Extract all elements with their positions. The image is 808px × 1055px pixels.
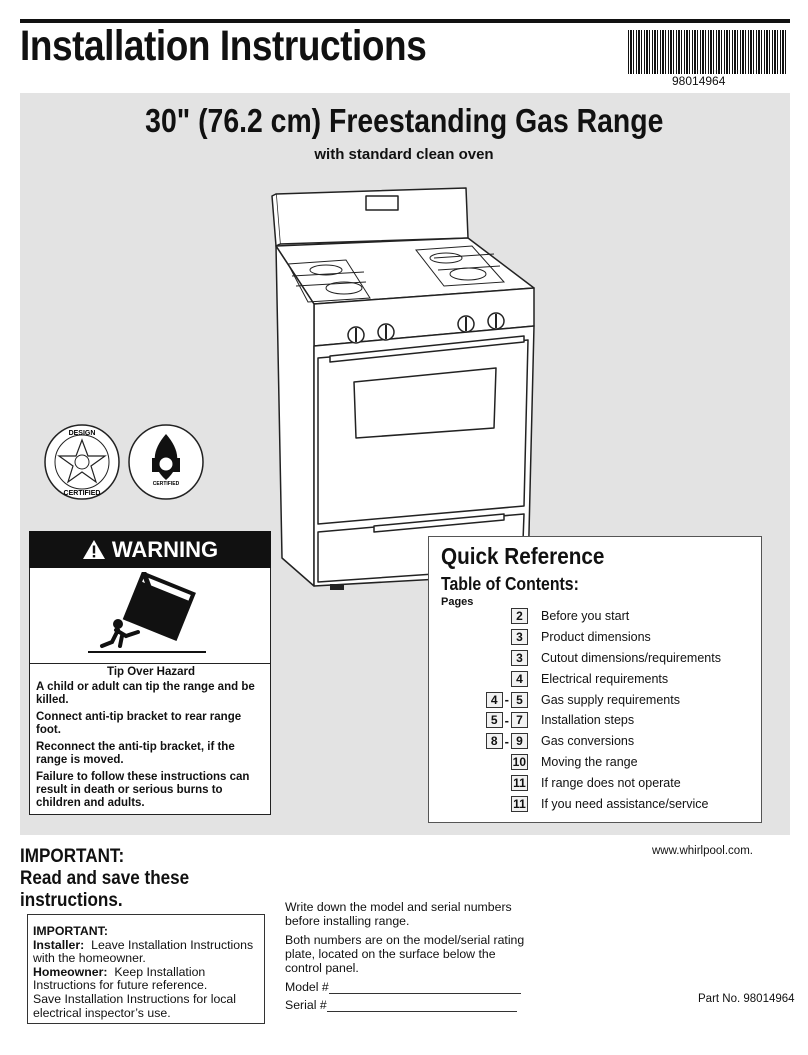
toc-item-label: Cutout dimensions/requirements xyxy=(541,650,721,665)
warning-text xyxy=(36,666,266,814)
page-number: 10 xyxy=(512,754,526,769)
toc-item[interactable] xyxy=(440,710,760,731)
page-number: 11 xyxy=(511,796,528,812)
toc-list xyxy=(440,606,760,814)
page-number: 4 xyxy=(486,692,503,708)
important-text: IMPORTANT: Installer: Leave Installation Instructions with the homeowner. Homeowner: Keep Installation Instructions for future reference. Save Installation Instructions for local electrical inspector’s use. xyxy=(33,925,261,1020)
toc-item-label: If range does not operate xyxy=(541,775,681,790)
toc-item-label: Product dimensions xyxy=(541,630,651,645)
toc-item-label: Installation steps xyxy=(541,713,635,728)
toc-item[interactable] xyxy=(440,772,760,793)
page-range-dash: - xyxy=(504,692,509,708)
warning-heading: WARNING xyxy=(29,531,271,568)
toc-item[interactable] xyxy=(440,668,760,689)
page-number: 2 xyxy=(511,608,528,624)
model-serial-section xyxy=(285,900,530,1016)
page-number: 5 xyxy=(486,712,503,728)
toc-item[interactable] xyxy=(440,627,760,648)
svg-text:DESIGN: DESIGN xyxy=(68,430,96,437)
page-number: 4 xyxy=(511,671,528,687)
page-range-dash: - xyxy=(504,712,509,728)
product-subtitle: with standard clean oven xyxy=(314,146,494,163)
toc-item[interactable] xyxy=(440,606,760,627)
page-number: 8 xyxy=(486,733,503,749)
page-number: 3 xyxy=(511,629,528,645)
barcode-image xyxy=(628,30,788,74)
toc-item[interactable] xyxy=(440,752,760,773)
svg-text:CERTIFIED: CERTIFIED xyxy=(152,481,180,487)
important-box-title: IMPORTANT: xyxy=(33,924,108,938)
model-note: Both numbers are on the model/serial rating plate, located on the surface below the control panel. xyxy=(285,933,525,975)
warning-line: Connect anti-tip bracket to rear range foot. xyxy=(36,711,242,736)
homeowner-label: Homeowner: xyxy=(33,964,108,979)
page-number: 7 xyxy=(511,712,528,728)
tip-over-illustration xyxy=(88,572,208,660)
serial-input-line[interactable] xyxy=(327,999,517,1012)
toc-item-label: If you need assistance/service xyxy=(541,796,709,811)
page-number: 9 xyxy=(511,733,528,749)
hazard-title: Tip Over Hazard xyxy=(107,666,195,678)
page-title: Installation Instructions xyxy=(20,22,427,70)
toc-item[interactable] xyxy=(440,731,760,752)
serial-field[interactable]: Serial # xyxy=(285,998,530,1012)
pages-label: Pages xyxy=(441,596,474,608)
page-range-dash: - xyxy=(504,733,509,749)
model-input-line[interactable] xyxy=(329,981,521,994)
warning-line: A child or adult can tip the range and be killed. xyxy=(36,681,255,706)
product-title: 30" (76.2 cm) Freestanding Gas Range xyxy=(144,102,664,139)
toc-item-label: Before you start xyxy=(541,609,630,624)
toc-item-label: Gas supply requirements xyxy=(541,692,680,707)
page-number: 5 xyxy=(511,692,528,708)
model-field[interactable]: Model # xyxy=(285,980,530,994)
save-instructions-text: Save Installation Instructions for local electrical inspector’s use. xyxy=(33,991,237,1020)
important-heading: IMPORTANT: Read and save these instructions. xyxy=(20,846,190,911)
toc-item-label: Electrical requirements xyxy=(541,671,669,686)
installer-label: Installer: xyxy=(33,937,85,952)
toc-item-label: Gas conversions xyxy=(541,734,635,749)
warning-divider xyxy=(29,663,271,664)
toc-item[interactable] xyxy=(440,689,760,710)
barcode-number: 98014964 xyxy=(672,74,726,88)
part-number: Part No. 98014964 xyxy=(698,993,795,1005)
toc-item[interactable] xyxy=(440,648,760,669)
model-note: Write down the model and serial numbers before installing range. xyxy=(285,900,512,928)
warning-triangle-icon xyxy=(82,539,106,560)
toc-item[interactable] xyxy=(440,793,760,814)
toc-item-label: Moving the range xyxy=(541,754,638,769)
page-number: 3 xyxy=(511,650,528,666)
toc-title: Table of Contents: xyxy=(441,574,579,594)
quick-reference-title: Quick Reference xyxy=(441,543,605,569)
warning-line: Failure to follow these instructions can result in death or serious burns to children and adults. xyxy=(36,771,250,809)
website-link[interactable]: www.whirlpool.com. xyxy=(652,845,753,857)
warning-line: Reconnect the anti-tip bracket, if the range is moved. xyxy=(36,741,235,766)
certification-seals xyxy=(44,422,204,502)
page-number: 11 xyxy=(511,775,528,791)
svg-text:CERTIFIED: CERTIFIED xyxy=(63,490,101,497)
